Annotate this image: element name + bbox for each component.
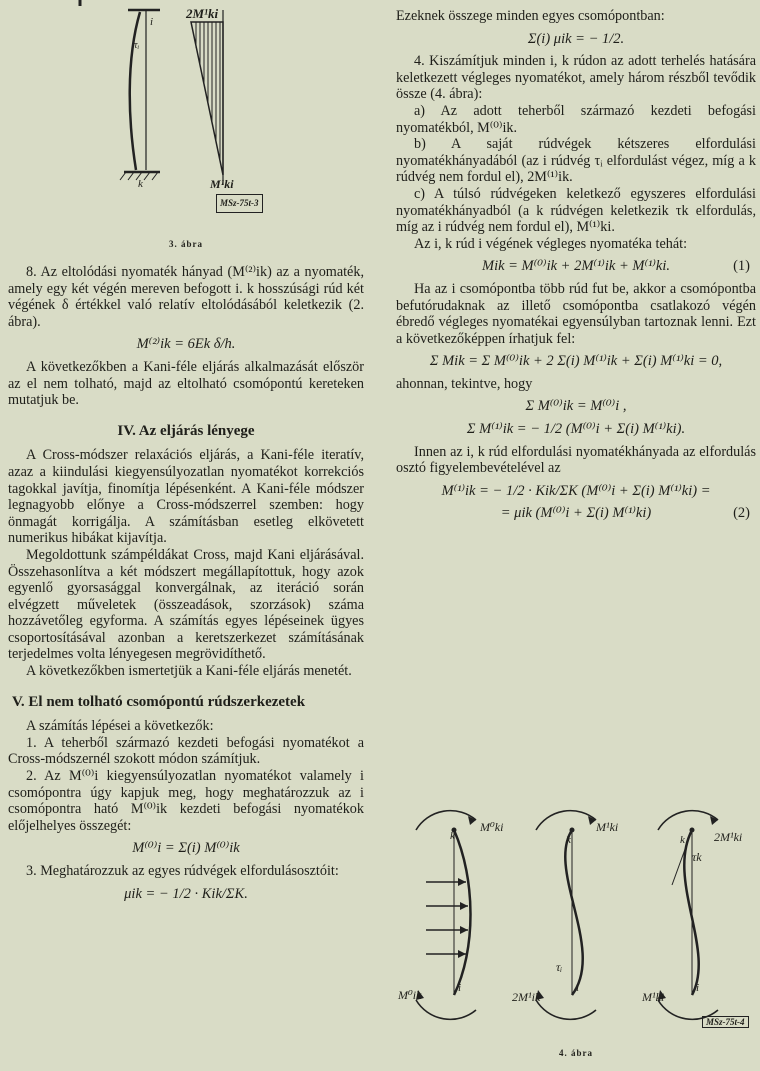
equation-mu: μik = − 1/2 · Kik/ΣK.: [124, 885, 248, 902]
fig4-stamp: MSz-75t-4: [702, 1016, 749, 1028]
equation-t1: Σ M⁽⁰⁾ik = M⁽⁰⁾i ,: [525, 398, 627, 415]
paragraph-v-2: 2. Az M⁽⁰⁾i kiegyensúlyozatlan nyomatékot valamely i csomópontra úgy kapjuk meg, hogy meghatározzuk az i csomópontra ható M⁽⁰⁾ik kezdeti befogási nyomatékok előjelhelyes összegét:: [8, 768, 364, 834]
equation-sum: M⁽⁰⁾i = Σ(i) M⁽⁰⁾ik: [132, 840, 240, 857]
fig3-bottom-label: M¹ki: [210, 177, 234, 191]
equation-2a: M⁽¹⁾ik = − 1/2 · Kik/ΣK (M⁽⁰⁾i + Σ(i) M⁽¹⁾ki) =: [441, 482, 711, 499]
paragraph-iv-2: Megoldottunk számpéldákat Cross, majd Kani eljárásával. Összehasonlítva a két módszert megállapítottuk, hogy azok egyenlő gyorsasággal konvergálnak, az iteráció során elvégzett műveletek (összeadások, szorzások) száma hozzávetőleg egyforma. A számítás egyes lépéseinek ügyes csoportosításával azonban a keretszerkezet számításának terjedelmes volta lényegesen megrövidíthető.: [8, 546, 364, 663]
fig4-label-m0ik: M⁰ik: [398, 988, 422, 1002]
paragraph-next: A következőkben a Kani-féle eljárás alkalmazását először az el nem tolható, majd az eltolható csomópontú kereteken mutatjuk be.: [8, 358, 364, 409]
fig4-label-i2: i: [576, 982, 580, 994]
fig4-label-m2ik: 2M¹ik: [512, 990, 541, 1004]
fig4-label-m1ki-bottom: M¹ki: [642, 990, 665, 1004]
equation-2-number: (2): [733, 505, 750, 522]
figure-3-drawing: [8, 0, 364, 240]
figure-4-drawing: [396, 790, 756, 1050]
figure-4: [396, 790, 756, 1065]
equation-balance: Σ Mik = Σ M⁽⁰⁾ik + 2 Σ(i) M⁽¹⁾ik + Σ(i) M⁽¹⁾ki = 0,: [429, 353, 723, 370]
fig4-label-k1: k: [450, 830, 455, 842]
fig3-tau-label: τᵢ: [134, 40, 140, 51]
fig4-label-m0ki: M⁰ki: [480, 820, 504, 834]
paragraph-rg: Innen az i, k rúd elfordulási nyomatékhányada az elfordulás osztó figyelembevételével az: [396, 443, 756, 477]
figure-3: [8, 0, 364, 250]
paragraph-ra: a) Az adott teherből származó kezdeti befogási nyomatékból, M⁽⁰⁾ik.: [396, 102, 756, 136]
equation-1: [396, 258, 756, 275]
left-column: [8, 0, 364, 908]
fig3-caption: 3. ábra: [169, 239, 203, 249]
equation-2-body: = μik (M⁽⁰⁾i + Σ(i) M⁽¹⁾ki): [500, 505, 652, 522]
equation-1-body: Mik = M⁽⁰⁾ik + 2M⁽¹⁾ik + M⁽¹⁾ki.: [481, 258, 671, 275]
paragraph-v-1: 1. A teherből származó kezdeti befogási nyomatékot a Cross-módszernél szokott módon számítjuk.: [8, 734, 364, 768]
fig4-label-k2: k: [566, 834, 571, 846]
fig4-label-m2ki: 2M¹ki: [714, 830, 743, 844]
paragraph-r4: 4. Kiszámítjuk minden i, k rúdon az adott terhelés hatására keletkezett végleges nyomatékot, amely három részből tevődik össze (4. ábra):: [396, 53, 756, 103]
fig3-node-i: i: [150, 16, 154, 28]
fig4-label-tau-i: τᵢ: [556, 960, 563, 974]
fig3-stamp: MSz-75t-3: [216, 194, 263, 213]
paragraph-v-3: 3. Meghatározzuk az egyes rúdvégek elfordulásosztóit:: [26, 863, 339, 879]
paragraph-iv-3: A következőkben ismertetjük a Kani-féle eljárás menetét.: [26, 663, 352, 680]
paragraph-rc: c) A túlsó rúdvégeken keletkező egyszeres elfordulási nyomatékhányadból (a k rúdvégen keletkezik τk elfordulás, míg az i rúdvég nem fordul el), M⁽¹⁾ki.: [396, 185, 756, 236]
fig4-caption: 4. ábra: [559, 1048, 593, 1058]
paragraph-rd: Az i, k rúd i végének végleges nyomatéka tehát:: [414, 235, 688, 252]
paragraph-rf: ahonnan, tekintve, hogy: [396, 375, 533, 392]
fig4-label-k3: k: [680, 834, 685, 846]
equation-t2: Σ M⁽¹⁾ik = − 1/2 (M⁽⁰⁾i + Σ(i) M⁽¹⁾ki).: [466, 421, 686, 438]
paragraph-r0: Ezeknek összege minden egyes csomópontban:: [396, 8, 665, 24]
paragraph-re: Ha az i csomópontba több rúd fut be, akkor a csomópontba befutórudaknak az illető csomópontba csatlakozó végén ébredő végleges nyomatékai egyensúlyban tartoznak lenni. Ezt a következőképpen írhatjuk fel:: [396, 280, 756, 347]
section-heading-v: V. El nem tolható csomópontú rúdszerkezetek: [12, 693, 306, 710]
fig4-label-m1ki: M¹ki: [596, 820, 619, 834]
paragraph-8: 8. Az eltolódási nyomaték hányad (M⁽²⁾ik) az a nyomaték, amely egy két végén mereven befogott i. k hosszúsági rúd két végének δ értékkel való relatív eltolódásából keletkezik (2. ábra).: [8, 264, 364, 330]
equation-shift: M⁽²⁾ik = 6Ek δ/h.: [136, 336, 236, 353]
fig3-node-k: k: [138, 178, 143, 190]
fig3-top-label: 2M¹ki: [186, 6, 219, 21]
equation-2: [396, 505, 756, 522]
equation-mu-sum: Σ(i) μik = − 1/2.: [527, 30, 625, 47]
equation-1-number: (1): [733, 258, 750, 275]
paragraph-rb: b) A saját rúdvégek kétszeres elfordulási nyomatékhányadából (az i rúdvég τᵢ elfordulást végez, míg a k rúdvég nem fordul el), 2M⁽¹⁾ik.: [396, 136, 756, 186]
paragraph-v-0: A számítás lépései a következők:: [26, 718, 214, 735]
section-heading-iv: IV. Az eljárás lényege: [117, 422, 255, 439]
right-column: [396, 0, 756, 528]
fig4-label-i1: i: [458, 982, 462, 994]
fig4-label-tau-k: τk: [692, 850, 702, 864]
fig4-label-i3: i: [696, 982, 700, 994]
paragraph-iv-1: A Cross-módszer relaxációs eljárás, a Kani-féle iteratív, azaz a kiindulási kiegyensúlyozatlan nyomatékot korrekciós tagokkal javítja, finomítja lépésenként. A Kani-féle módszer legnagyobb előnye a Cross-módszerrel szemben: hogy önmagát korrigálja. A számításban esetleg elkövetett numerikus hibákat kijavítja.: [8, 447, 364, 547]
